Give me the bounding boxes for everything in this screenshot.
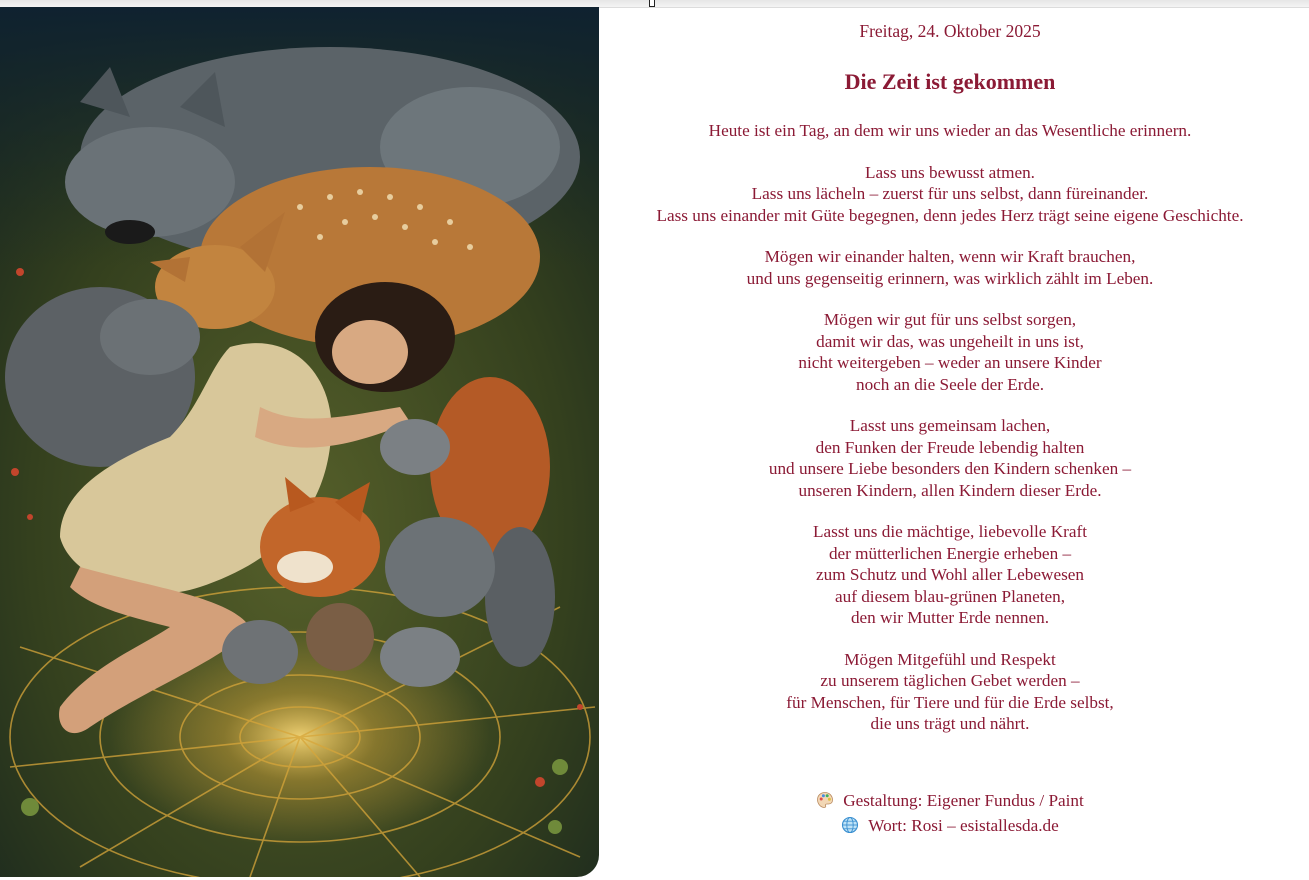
poem-line: den Funken der Freude lebendig halten	[815, 437, 1085, 457]
poem-line: noch an die Seele der Erde.	[855, 374, 1045, 394]
word-credit-text: Wort: Rosi – esistallesda.de	[868, 816, 1059, 835]
poem-line: den wir Mutter Erde nennen.	[850, 608, 1050, 627]
poem-line: nicht weitergeben – weder an unsere Kinder	[798, 353, 1102, 372]
poem-line: Lasst uns die mächtige, liebevolle Kraft	[813, 522, 1087, 541]
stanza	[600, 246, 1300, 289]
poem-line: für Menschen, für Tiere und für die Erde selbst,	[786, 692, 1114, 712]
text-cursor-icon	[649, 0, 655, 7]
word-credit	[600, 813, 1300, 838]
poem-line: Mögen Mitgefühl und Respekt	[844, 649, 1056, 669]
palette-icon	[816, 791, 834, 809]
poem-line: damit wir das, was ungeheilt in uns ist,	[816, 331, 1084, 351]
poem-line: Lass uns einander mit Güte begegnen, denn jedes Herz trägt seine eigene Geschichte.	[656, 205, 1244, 225]
poem-line: zu unserem täglichen Gebet werden –	[820, 671, 1080, 690]
poem-line: der mütterlichen Energie erheben –	[828, 543, 1072, 563]
stanza	[600, 120, 1300, 142]
poem-body	[600, 120, 1300, 755]
poem-line: Lass uns bewusst atmen.	[865, 162, 1035, 182]
poem-line: Heute ist ein Tag, an dem wir uns wieder an das Wesentliche erinnern.	[708, 121, 1192, 140]
poem-line: Mögen wir einander halten, wenn wir Kraft brauchen,	[764, 247, 1136, 266]
poem-line: die uns trägt und nährt.	[870, 714, 1030, 733]
poem-line: auf diesem blau-grünen Planeten,	[834, 586, 1066, 606]
stanza	[600, 521, 1300, 629]
artwork-image	[0, 7, 599, 877]
poem-line: Lasst uns gemeinsam lachen,	[849, 416, 1051, 435]
globe-icon	[841, 816, 859, 834]
poem-line: unseren Kindern, allen Kindern dieser Erde.	[798, 480, 1102, 500]
poem-panel	[600, 7, 1300, 877]
poem-line: Lass uns lächeln – zuerst für uns selbst, dann füreinander.	[751, 184, 1149, 203]
poem-line: zum Schutz und Wohl aller Lebewesen	[816, 565, 1084, 584]
stanza	[600, 162, 1300, 227]
date-line: Freitag, 24. Oktober 2025	[859, 21, 1041, 41]
stanza	[600, 309, 1300, 395]
stanza	[600, 415, 1300, 501]
poem-line: und uns gegenseitig erinnern, was wirklich zählt im Leben.	[746, 268, 1154, 288]
credits	[600, 788, 1300, 838]
stanza	[600, 649, 1300, 735]
poem-line: Mögen wir gut für uns selbst sorgen,	[823, 310, 1077, 329]
poem-title: Die Zeit ist gekommen	[844, 69, 1056, 94]
poem-line: und unsere Liebe besonders den Kindern schenken –	[768, 459, 1132, 478]
design-credit	[600, 788, 1300, 813]
artwork-painting	[0, 7, 599, 877]
design-credit-text: Gestaltung: Eigener Fundus / Paint	[843, 791, 1084, 810]
